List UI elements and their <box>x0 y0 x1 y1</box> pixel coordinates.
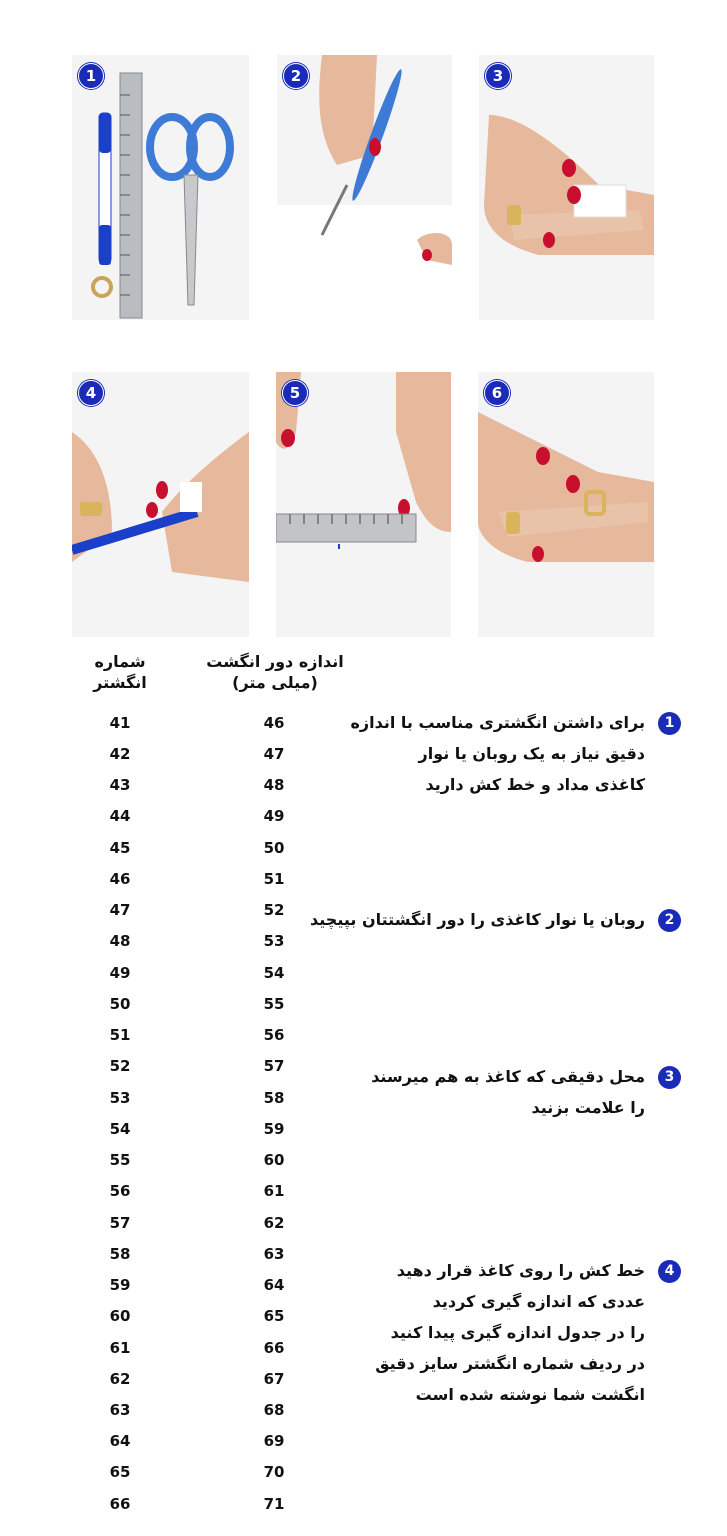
table-cell: 56 <box>109 1182 131 1200</box>
step-number-badge: 4 <box>658 1260 681 1283</box>
table-cell: 51 <box>263 870 285 888</box>
table-cell: 61 <box>263 1182 285 1200</box>
ring-icon <box>93 278 111 296</box>
table-cell: 55 <box>263 995 285 1013</box>
step-text-line: دقیق نیاز به یک روبان یا نوار <box>418 744 645 763</box>
table-cell: 44 <box>109 807 131 825</box>
table-cell: 41 <box>109 714 131 732</box>
table-cell: 55 <box>109 1151 131 1169</box>
table-cell: 52 <box>263 901 285 919</box>
table-cell: 43 <box>109 776 131 794</box>
table-cell: 57 <box>263 1057 285 1075</box>
photo-step-3 <box>479 55 654 320</box>
table-cell: 59 <box>263 1120 285 1138</box>
table-cell: 50 <box>263 839 285 857</box>
table-cell: 46 <box>109 870 131 888</box>
table-cell: 61 <box>109 1339 131 1357</box>
table-cell: 63 <box>109 1401 131 1419</box>
photo-number-badge: 5 <box>282 380 308 406</box>
step-text-line: در ردیف شماره انگشتر سایز دقیق <box>375 1354 645 1373</box>
table-cell: 54 <box>263 964 285 982</box>
photo-number-badge: 4 <box>78 380 104 406</box>
header-circumference-line2: (میلی متر) <box>232 673 318 692</box>
table-cell: 42 <box>109 745 131 763</box>
table-cell: 58 <box>109 1245 131 1263</box>
table-cell: 57 <box>109 1214 131 1232</box>
step-text-line: خط کش را روی کاغذ قرار دهید <box>396 1261 645 1280</box>
table-cell: 64 <box>109 1432 131 1450</box>
table-cell: 59 <box>109 1276 131 1294</box>
photo-number-badge: 3 <box>485 63 511 89</box>
photo-number-badge: 1 <box>78 63 104 89</box>
step-text-line: کاغذی مداد و خط کش دارید <box>425 775 645 794</box>
table-cell: 51 <box>109 1026 131 1044</box>
table-cell: 66 <box>263 1339 285 1357</box>
marking-illustration <box>72 372 249 637</box>
table-cell: 69 <box>263 1432 285 1450</box>
table-cell: 62 <box>263 1214 285 1232</box>
table-cell: 63 <box>263 1245 285 1263</box>
step-number-badge: 1 <box>658 712 681 735</box>
step-text-line: محل دقیقی که کاغذ به هم میرسند <box>371 1067 645 1086</box>
wrapping-illustration <box>479 55 654 320</box>
tools-illustration <box>72 55 249 320</box>
step-number-badge: 2 <box>658 909 681 932</box>
table-cell: 62 <box>109 1370 131 1388</box>
table-cell: 54 <box>109 1120 131 1138</box>
step-number-badge: 3 <box>658 1066 681 1089</box>
table-cell: 52 <box>109 1057 131 1075</box>
table-cell: 67 <box>263 1370 285 1388</box>
table-cell: 50 <box>109 995 131 1013</box>
table-cell: 60 <box>263 1151 285 1169</box>
step-text-line: روبان یا نوار کاغذی را دور انگشتتان بپیچید <box>310 910 645 929</box>
photo-step-6 <box>478 372 654 637</box>
table-cell: 60 <box>109 1307 131 1325</box>
table-cell: 66 <box>109 1495 131 1513</box>
photo-number-badge: 6 <box>484 380 510 406</box>
table-cell: 46 <box>263 714 285 732</box>
table-cell: 65 <box>109 1463 131 1481</box>
step-text-line: عددی که اندازه گیری کردید <box>432 1292 645 1311</box>
table-cell: 71 <box>263 1495 285 1513</box>
photo-number-badge: 2 <box>283 63 309 89</box>
step-text-line: انگشت شما نوشته شده است <box>415 1385 645 1404</box>
table-cell: 65 <box>263 1307 285 1325</box>
step-text-line: برای داشتن انگشتری مناسب با اندازه <box>350 713 645 732</box>
header-ring-size: شماره انگشتر <box>93 652 147 692</box>
table-cell: 47 <box>263 745 285 763</box>
table-cell: 53 <box>109 1089 131 1107</box>
table-cell: 64 <box>263 1276 285 1294</box>
table-cell: 48 <box>109 932 131 950</box>
table-cell: 53 <box>263 932 285 950</box>
table-cell: 45 <box>109 839 131 857</box>
table-cell: 49 <box>109 964 131 982</box>
header-circumference-line1: اندازه دور انگشت <box>206 652 344 671</box>
table-cell: 70 <box>263 1463 285 1481</box>
measuring-illustration <box>276 372 451 637</box>
table-cell: 56 <box>263 1026 285 1044</box>
table-cell: 49 <box>263 807 285 825</box>
table-cell: 48 <box>263 776 285 794</box>
table-cell: 47 <box>109 901 131 919</box>
photo-step-2 <box>277 55 452 320</box>
photo-step-4 <box>72 372 249 637</box>
photo-step-5 <box>276 372 451 637</box>
photo-step-1 <box>72 55 249 320</box>
table-cell: 68 <box>263 1401 285 1419</box>
step-text-line: را علامت بزنید <box>531 1098 645 1117</box>
cutting-illustration <box>277 55 452 320</box>
ring-trial-illustration <box>478 372 654 637</box>
header-circumference <box>205 651 345 693</box>
step-text-line: را در جدول اندازه گیری پیدا کنید <box>390 1323 645 1342</box>
table-cell: 58 <box>263 1089 285 1107</box>
